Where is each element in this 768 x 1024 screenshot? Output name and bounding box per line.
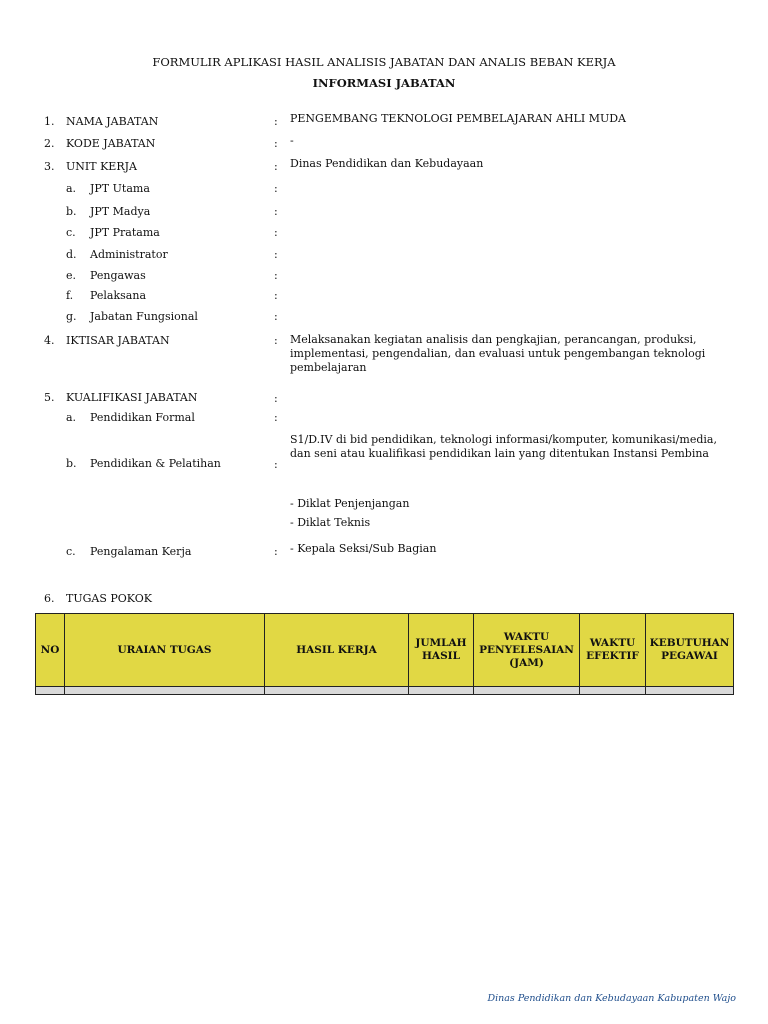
table-cell <box>409 687 474 695</box>
field-colon: : <box>274 137 278 150</box>
field-colon: : <box>274 269 278 282</box>
sub-letter: d. <box>66 248 77 261</box>
field-colon: : <box>274 458 278 471</box>
sub-letter: a. <box>66 411 77 424</box>
sub-label: JPT Pratama <box>90 226 160 239</box>
field-number: 1. <box>44 115 55 128</box>
field-value: Dinas Pendidikan dan Kebudayaan <box>290 157 484 170</box>
field-colon: : <box>274 226 278 239</box>
sub-label: Jabatan Fungsional <box>90 310 198 323</box>
form-title: FORMULIR APLIKASI HASIL ANALISIS JABATAN DAN ANALIS BEBAN KERJA <box>152 55 616 69</box>
field-colon: : <box>274 160 278 173</box>
sub-letter: b. <box>66 457 77 470</box>
field-colon: : <box>274 248 278 261</box>
sub-letter: b. <box>66 205 77 218</box>
field-colon: : <box>274 115 278 128</box>
col-header-no: NO <box>36 614 65 687</box>
field-colon: : <box>274 334 278 347</box>
sub-label: JPT Madya <box>90 205 151 218</box>
sub-letter: g. <box>66 310 77 323</box>
table-cell <box>646 687 734 695</box>
field-value: Melaksanakan kegiatan analisis dan pengkajian, perancangan, produksi, implementasi, pengendalian, dan evaluasi untuk pengembangan teknologi pembelajaran <box>290 333 706 374</box>
table-header-row <box>36 614 734 687</box>
table-cell <box>474 687 580 695</box>
field-number: 2. <box>44 137 55 150</box>
table-cell <box>580 687 646 695</box>
field-number: 6. <box>44 592 55 605</box>
field-label: IKTISAR JABATAN <box>66 334 170 347</box>
sub-label: Administrator <box>90 248 168 261</box>
col-header-waktu-efektif: WAKTU EFEKTIF <box>580 614 646 687</box>
sub-label-pengalaman-kerja: Pengalaman Kerja <box>90 545 192 558</box>
field-colon: : <box>274 545 278 558</box>
pengalaman-value: - Kepala Seksi/Sub Bagian <box>290 542 437 555</box>
table-row <box>36 687 734 695</box>
diklat-item: - Diklat Teknis <box>290 516 371 529</box>
field-colon: : <box>274 411 278 424</box>
sub-letter: a. <box>66 182 77 195</box>
col-header-hasil-kerja: HASIL KERJA <box>265 614 409 687</box>
field-label: UNIT KERJA <box>66 160 137 173</box>
field-label: TUGAS POKOK <box>66 592 152 605</box>
field-label: NAMA JABATAN <box>66 115 159 128</box>
field-number: 5. <box>44 391 55 404</box>
sub-letter: c. <box>66 545 76 558</box>
table-cell <box>36 687 65 695</box>
table-cell <box>265 687 409 695</box>
sub-label-pendidikan-pelatihan: Pendidikan & Pelatihan <box>90 457 221 470</box>
diklat-item: - Diklat Penjenjangan <box>290 497 410 510</box>
page-footer: Dinas Pendidikan dan Kebudayaan Kabupaten Wajo <box>487 993 736 1004</box>
sub-letter: f. <box>66 289 74 302</box>
sub-label: JPT Utama <box>90 182 150 195</box>
field-colon: : <box>274 289 278 302</box>
field-label: KODE JABATAN <box>66 137 156 150</box>
field-colon: : <box>274 392 278 405</box>
field-value: - <box>290 134 294 147</box>
field-number: 3. <box>44 160 55 173</box>
table-cell <box>65 687 265 695</box>
field-colon: : <box>274 310 278 323</box>
field-colon: : <box>274 182 278 195</box>
form-subtitle: INFORMASI JABATAN <box>312 76 456 90</box>
col-header-waktu-penyelesaian: WAKTU PENYELESAIAN (JAM) <box>474 614 580 687</box>
pendidikan-value: S1/D.IV di bid pendidikan, teknologi informasi/komputer, komunikasi/media, dan seni atau kualifikasi pendidikan lain yang ditentukan Instansi Pembina <box>290 433 717 460</box>
sub-label: Pengawas <box>90 269 146 282</box>
field-value: PENGEMBANG TEKNOLOGI PEMBELAJARAN AHLI MUDA <box>290 112 626 125</box>
field-number: 4. <box>44 334 55 347</box>
sub-letter: c. <box>66 226 76 239</box>
field-label: KUALIFIKASI JABATAN <box>66 391 198 404</box>
field-colon: : <box>274 205 278 218</box>
sub-letter: e. <box>66 269 77 282</box>
sub-label-pendidikan-formal: Pendidikan Formal <box>90 411 195 424</box>
tugas-pokok-table <box>35 613 734 695</box>
col-header-kebutuhan-pegawai: KEBUTUHAN PEGAWAI <box>646 614 734 687</box>
col-header-jumlah-hasil: JUMLAH HASIL <box>409 614 474 687</box>
col-header-uraian-tugas: URAIAN TUGAS <box>65 614 265 687</box>
sub-label: Pelaksana <box>90 289 147 302</box>
